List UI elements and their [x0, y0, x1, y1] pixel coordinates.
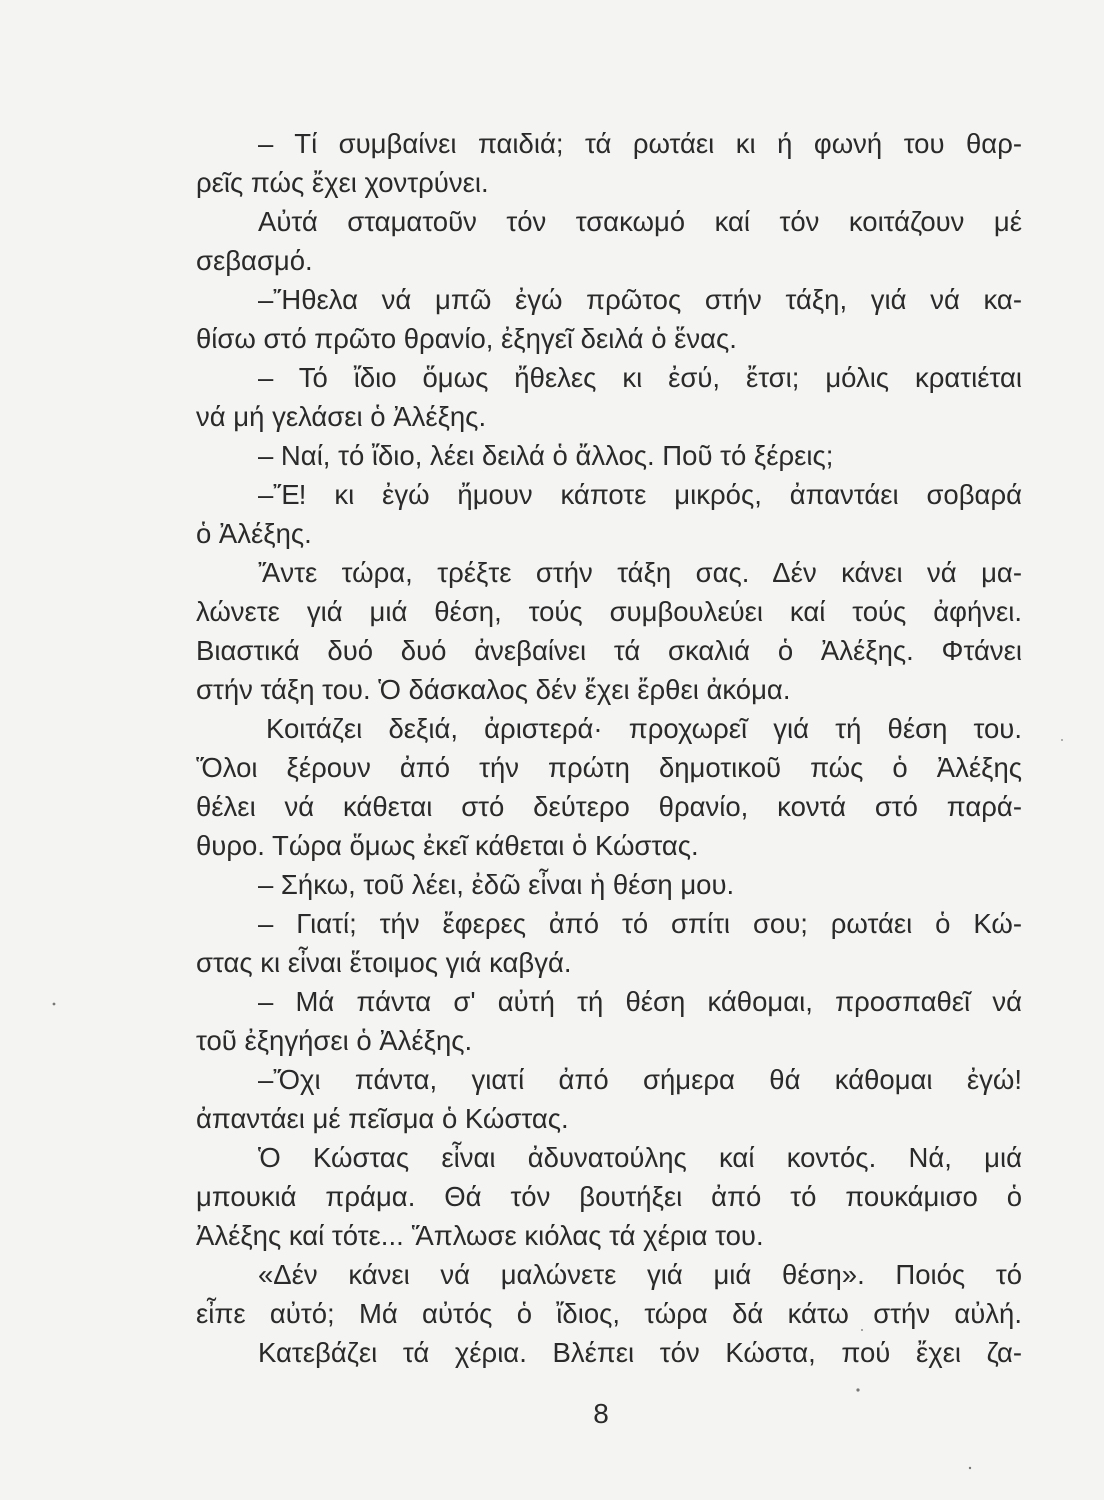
text-line: νά μή γελάσει ὁ Ἀλέξης. — [196, 401, 487, 432]
body-text — [196, 124, 1022, 1372]
text-line: – Τό ἴδιο ὅμως ἤθελες κι ἐσύ, ἔτσι; μόλις κρατιέται — [258, 362, 1022, 393]
text-line: θέλει νά κάθεται στό δεύτερο θρανίο, κοντά στό παρά- — [196, 791, 1022, 822]
text-line: «Δέν κάνει νά μαλώνετε γιά μιά θέση». Ποιός τό — [258, 1259, 1022, 1290]
text-line: – Μά πάντα σ' αὐτή τή θέση κάθομαι, προσπαθεῖ νά — [258, 986, 1022, 1017]
text-line: στας κι εἶναι ἕτοιμος γιά καβγά. — [196, 947, 572, 978]
text-line: Ὁ Κώστας εἶναι ἀδυνατούλης καί κοντός. Νά, μιά — [258, 1142, 1022, 1173]
text-line: Κατεβάζει τά χέρια. Βλέπει τόν Κώστα, πού ἔχει ζα- — [258, 1337, 1022, 1368]
text-line: – Τί συμβαίνει παιδιά; τά ρωτάει κι ή φωνή του θαρ- — [258, 128, 1022, 159]
text-line: Βιαστικά δυό δυό ἀνεβαίνει τά σκαλιά ὁ Ἀλέξης. Φτάνει — [196, 635, 1022, 666]
text-line: ἀπαντάει μέ πεῖσμα ὁ Κώστας. — [196, 1103, 569, 1134]
text-line: ρεῖς πώς ἔχει χοντρύνει. — [196, 167, 489, 198]
text-line: Κοιτάζει δεξιά, ἀριστερά· προχωρεῖ γιά τή θέση του. — [266, 713, 1022, 744]
text-line: Ἀλέξης καί τότε... Ἅπλωσε κιόλας τά χέρια του. — [196, 1220, 764, 1251]
text-line: τοῦ ἐξηγήσει ὁ Ἀλέξης. — [196, 1025, 473, 1056]
speck — [856, 1388, 859, 1391]
text-line: Ἄντε τώρα, τρέξτε στήν τάξη σας. Δέν κάνει νά μα- — [258, 557, 1022, 588]
text-line: – Ναί, τό ἴδιο, λέει δειλά ὁ ἄλλος. Ποῦ τό ξέρεις; — [258, 440, 834, 471]
text-line: Αὐτά σταματοῦν τόν τσακωμό καί τόν κοιτάζουν μέ — [258, 206, 1022, 237]
speck — [53, 1003, 56, 1006]
text-line: μπουκιά πράμα. Θά τόν βουτήξει ἀπό τό πουκάμισο ὁ — [196, 1181, 1022, 1212]
text-line: θυρο. Τώρα ὅμως ἐκεῖ κάθεται ὁ Κώστας. — [196, 830, 699, 861]
text-line: εἶπε αὐτό; Μά αὐτός ὁ ἴδιος, τώρα δά κάτω στήν αὐλή. — [196, 1298, 1022, 1329]
speck — [1061, 739, 1063, 741]
text-line: –Ἔ! κι ἐγώ ἤμουν κάποτε μικρός, ἀπαντάει σοβαρά — [258, 479, 1022, 510]
page-number: 8 — [593, 1398, 609, 1429]
text-line: – Γιατί; τήν ἔφερες ἀπό τό σπίτι σου; ρωτάει ὁ Κώ- — [258, 908, 1022, 939]
text-line: Ὅλοι ξέρουν ἀπό τήν πρώτη δημοτικοῦ πώς ὁ Ἀλέξης — [196, 752, 1022, 783]
text-line: – Σήκω, τοῦ λέει, ἐδῶ εἶναι ἡ θέση μου. — [258, 869, 735, 900]
text-line: λώνετε γιά μιά θέση, τούς συμβουλεύει καί τούς ἀφήνει. — [196, 596, 1022, 627]
text-line: ὁ Ἀλέξης. — [196, 518, 312, 549]
text-line: σεβασμό. — [196, 245, 313, 276]
text-line: στήν τάξη του. Ὁ δάσκαλος δέν ἔχει ἔρθει ἀκόμα. — [196, 674, 791, 705]
text-line: –Ἤθελα νά μπῶ ἐγώ πρῶτος στήν τάξη, γιά νά κα- — [258, 284, 1022, 315]
text-line: –Ὄχι πάντα, γιατί ἀπό σήμερα θά κάθομαι ἐγώ! — [258, 1064, 1022, 1095]
speck — [969, 1467, 971, 1469]
text-line: θίσω στό πρῶτο θρανίο, ἐξηγεῖ δειλά ὁ ἕνας. — [196, 323, 737, 354]
